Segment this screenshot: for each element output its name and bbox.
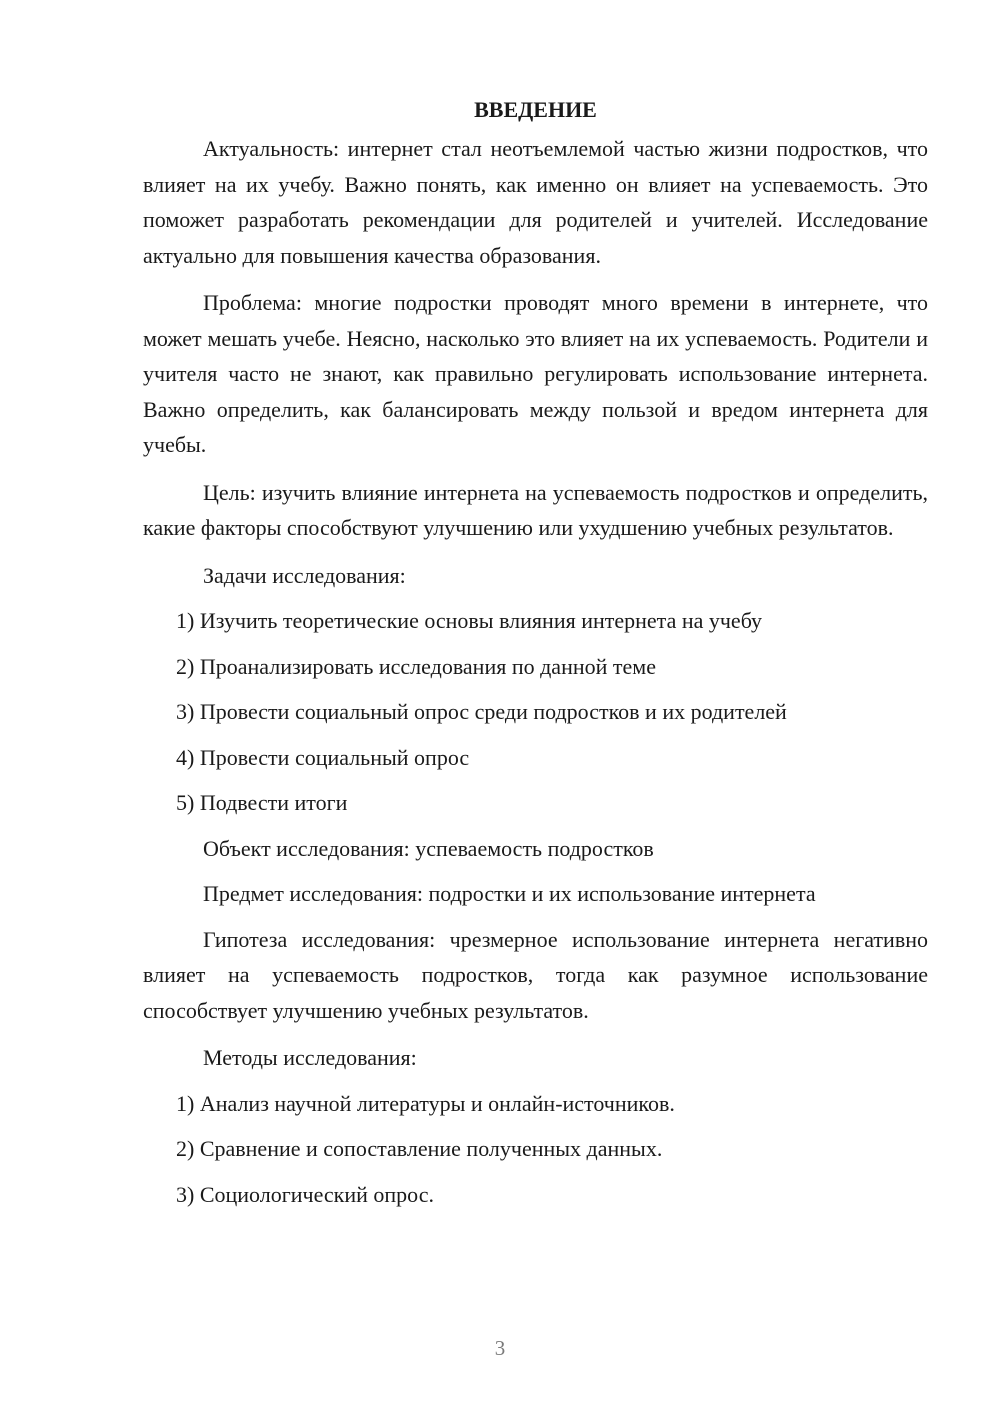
page-number: 3 (494, 1336, 506, 1360)
list-item: 3) Социологический опрос. (176, 1181, 434, 1207)
list-item: 4) Провести социальный опрос (176, 744, 470, 770)
goal-paragraph: Цель: изучить влияние интернета на успеваемость подростков и определить, какие факторы способствуют улучшению или ухудшению учебных результатов. (143, 479, 928, 540)
subject-line: Предмет исследования: подростки и их использование интернета (203, 881, 816, 906)
problem-paragraph: Проблема: многие подростки проводят много времени в интернете, что может мешать учебе. Неясно, насколько это влияет на их успеваемость. Родители и учителя часто не знают, как правильно регулировать использование интернета. Важно определить, как балансировать между пользой и вредом интернета для учебы. (143, 290, 928, 457)
methods-list (143, 1086, 928, 1223)
methods-label: Методы исследования: (203, 1045, 417, 1070)
list-item: 1) Анализ научной литературы и онлайн-источников. (176, 1090, 675, 1116)
list-item: 2) Проанализировать исследования по данной теме (176, 653, 656, 679)
tasks-list (143, 603, 928, 831)
list-item: 1) Изучить теоретические основы влияния интернета на учебу (176, 608, 763, 633)
relevance-paragraph: Актуальность: интернет стал неотъемлемой частью жизни подростков, что влияет на их учебу. Важно понять, как именно он влияет на успеваемость. Это поможет разработать рекомендации для родителей и учителей. Исследование актуально для повышения качества образования. (143, 136, 928, 268)
tasks-label: Задачи исследования: (203, 562, 406, 588)
page-title: ВВЕДЕНИЕ (474, 97, 597, 122)
hypothesis-paragraph: Гипотеза исследования: чрезмерное использование интернета негативно влияет на успеваемость подростков, тогда как разумное использование способствует улучшению учебных результатов. (143, 926, 928, 1023)
list-item: 5) Подвести итоги (176, 790, 348, 815)
list-item: 2) Сравнение и сопоставление полученных данных. (176, 1136, 663, 1161)
object-line: Объект исследования: успеваемость подростков (203, 835, 654, 861)
list-item: 3) Провести социальный опрос среди подростков и их родителей (176, 699, 787, 724)
page-content (143, 92, 928, 1222)
